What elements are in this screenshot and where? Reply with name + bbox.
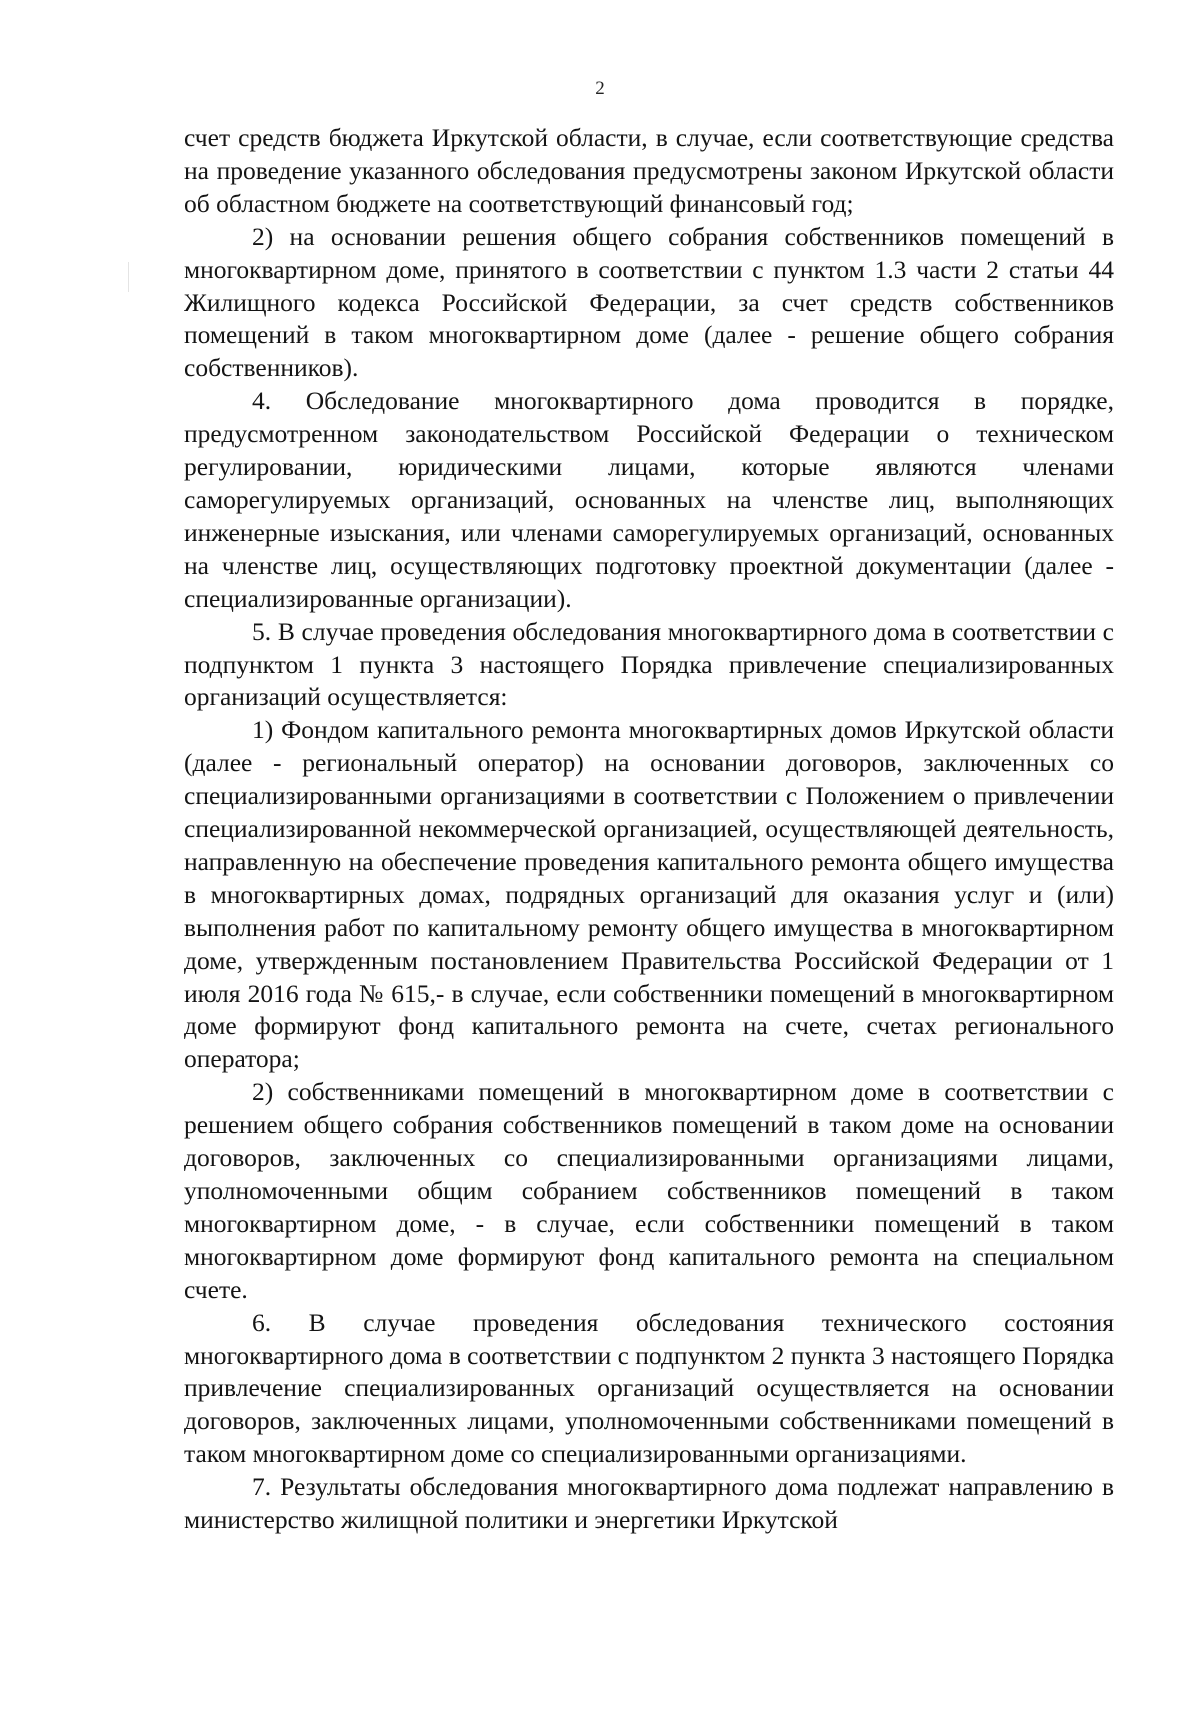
paragraph-item-6: 6. В случае проведения обследования технического состояния многоквартирного дома в соответствии с подпунктом 2 пункта 3 настоящего Порядка привлечение специализированных организаций осуществляется на основании договоров, заключенных лицами, уполномоченными собственниками помещений в таком многоквартирном доме со специализированными организациями. — [184, 1307, 1115, 1469]
paragraph-budget-continuation: счет средств бюджета Иркутской области, в случае, если соответствующие средства на проведение указанного обследования предусмотрены законом Иркутской области об областном бюджете на соответствующий финансовый год; — [184, 123, 1114, 218]
paragraph-item-5-subitem-2: 2) собственниками помещений в многоквартирном доме в соответствии с решением общего собрания собственников помещений в таком доме на основании договоров, заключенных со специализированными организациями лицами, уполномоченными общим собранием собственников помещений в таком многоквартирном доме, - в случае, если собственники помещений в таком многоквартирном доме формируют фонд капитального ремонта на специальном счете. — [184, 1077, 1114, 1304]
scan-margin-mark — [128, 262, 129, 292]
page-number: 2 — [595, 78, 605, 99]
paragraph-subitem-2-owners-decision: 2) на основании решения общего собрания собственников помещений в многоквартирном доме, принятого в соответствии с пунктом 1.3 части 2 статьи 44 Жилищного кодекса Российской Федерации, за счет средств собственников помещений в таком многоквартирном доме (далее - решение общего собрания собственников). — [184, 221, 1114, 383]
paragraph-item-5: 5. В случае проведения обследования многоквартирного дома в соответствии с подпунктом 1 пункта 3 настоящего Порядка привлечение специализированных организаций осуществляется: — [184, 616, 1114, 712]
paragraph-item-4: 4. Обследование многоквартирного дома проводится в порядке, предусмотренном законодательством Российской Федерации о техническом регулировании, юридическими лицами, которые являются членами саморегулируемых организаций, основанных на членстве лиц, выполняющих инженерные изыскания, или членами саморегулируемых организаций, основанных на членстве лиц, осуществляющих подготовку проектной документации (далее - специализированные организации). — [184, 386, 1114, 613]
paragraph-item-5-subitem-1: 1) Фондом капитального ремонта многоквартирных домов Иркутской области (далее - региональный оператор) на основании договоров, заключенных со специализированными организациями в соответствии с Положением о привлечении специализированной некоммерческой организацией, осуществляющей деятельность, направленную на обеспечение проведения капитального ремонта общего имущества в многоквартирных домах, подрядных организаций для оказания услуг и (или) выполнения работ по капитальному ремонту общего имущества в многоквартирном доме, утвержденным постановлением Правительства Российской Федерации от 1 июля 2016 года № 615,- в случае, если собственники помещений в многоквартирном доме формируют фонд капитального ремонта на счете, счетах регионального оператора; — [184, 715, 1114, 1074]
document-body — [184, 122, 1114, 1537]
paragraph-item-7: 7. Результаты обследования многоквартирного дома подлежат направлению в министерство жилищной политики и энергетики Иркутской — [184, 1472, 1114, 1535]
